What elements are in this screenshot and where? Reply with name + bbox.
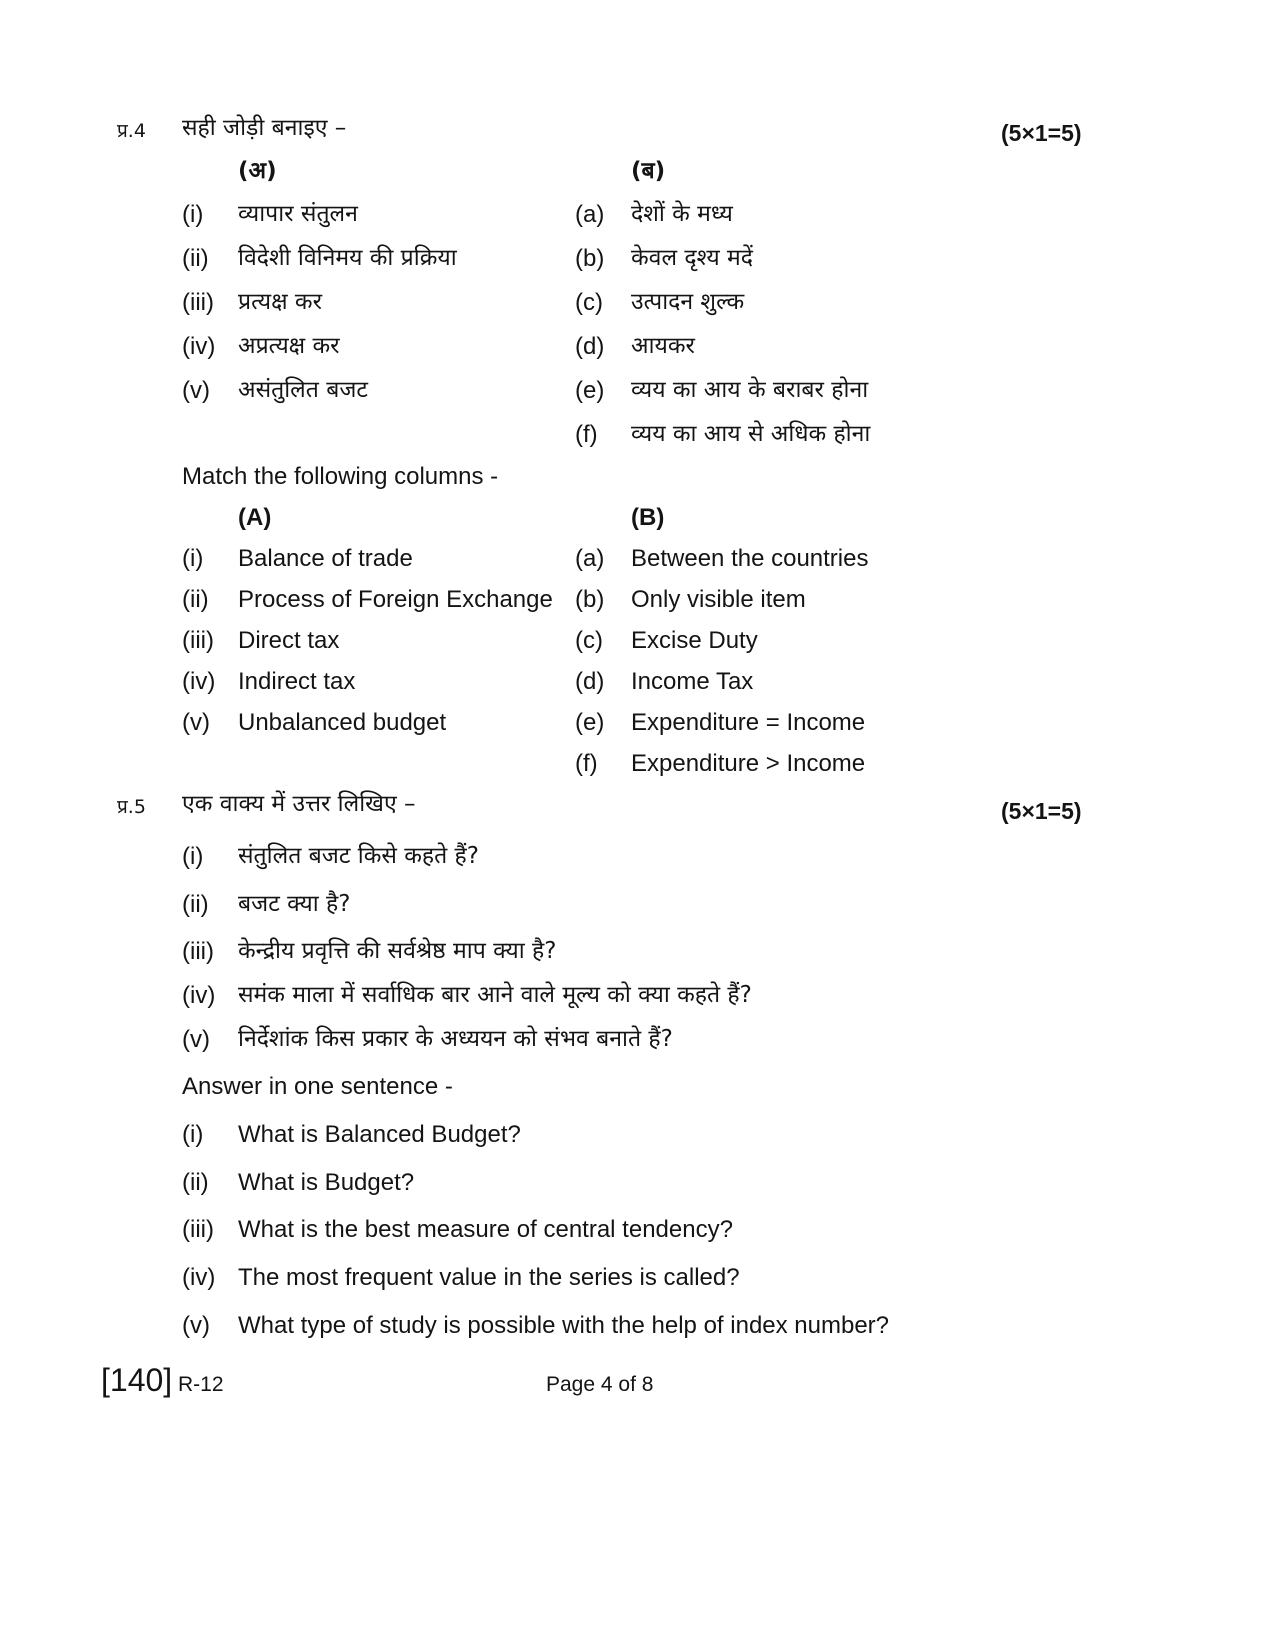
q5-en-text: What is Budget? (238, 1169, 415, 1196)
q4-en-left-num: (ii) (182, 586, 209, 613)
q4-en-right-text: Expenditure > Income (631, 750, 866, 777)
q4-en-right-letter: (d) (575, 668, 605, 695)
q4-en-left-num: (i) (182, 545, 204, 572)
q4-hi-right-text: उत्पादन शुल्क (631, 289, 745, 315)
q5-title-english: Answer in one sentence - (182, 1073, 453, 1100)
q5-hi-num: (ii) (182, 891, 209, 918)
q4-hi-right-text: व्यय का आय के बराबर होना (631, 377, 869, 403)
q4-en-right-text: Expenditure = Income (631, 709, 866, 736)
q5-hi-text: बजट क्या है? (238, 891, 351, 917)
q5-en-num: (i) (182, 1121, 204, 1148)
q4-title-hindi: सही जोड़ी बनाइए – (182, 115, 347, 141)
q4-hi-left-num: (v) (182, 377, 210, 404)
q5-en-text: What type of study is possible with the help of index number? (238, 1312, 890, 1339)
q4-en-left-text: Unbalanced budget (238, 709, 447, 736)
q4-hi-left-text: व्यापार संतुलन (238, 201, 358, 227)
q4-hi-right-letter: (a) (575, 201, 605, 228)
q5-en-text: What is Balanced Budget? (238, 1121, 521, 1148)
q4-en-left-text: Indirect tax (238, 668, 356, 695)
q4-hi-right-letter: (d) (575, 333, 605, 360)
q4-hi-right-letter: (b) (575, 245, 605, 272)
q5-hi-text: केन्द्रीय प्रवृत्ति की सर्वश्रेष्ठ माप क्या है? (238, 938, 557, 964)
q4-hi-right-letter: (c) (575, 289, 603, 316)
q5-en-num: (v) (182, 1312, 210, 1339)
q4-number: प्र.4 (117, 120, 146, 142)
q5-en-num: (ii) (182, 1169, 209, 1196)
q4-en-left-text: Direct tax (238, 627, 340, 654)
q4-hi-right-text: देशों के मध्य (631, 201, 733, 227)
q4-en-left-num: (iv) (182, 668, 216, 695)
q5-hi-num: (iii) (182, 938, 214, 965)
q4-hi-left-text: विदेशी विनिमय की प्रक्रिया (238, 245, 457, 271)
q4-hi-left-num: (iii) (182, 289, 214, 316)
q5-hi-text: संतुलित बजट किसे कहते हैं? (238, 843, 479, 869)
paper-code: [140] (101, 1362, 173, 1398)
q4-en-left-num: (v) (182, 709, 210, 736)
q4-en-right-letter: (c) (575, 627, 603, 654)
q4-marks: (5×1=5) (1001, 120, 1082, 146)
q4-en-col-a-head: (A) (238, 504, 272, 531)
q5-hi-text: निर्देशांक किस प्रकार के अध्ययन को संभव बनाते हैं? (238, 1026, 673, 1052)
q4-en-right-text: Between the countries (631, 545, 869, 572)
q5-en-num: (iii) (182, 1216, 214, 1243)
q4-hi-right-letter: (e) (575, 377, 605, 404)
q4-hi-col-a-head: (अ) (238, 158, 277, 184)
q4-en-left-text: Process of Foreign Exchange (238, 586, 553, 613)
q5-hi-num: (v) (182, 1026, 210, 1053)
paper-series: R-12 (178, 1373, 224, 1396)
q5-en-text: What is the best measure of central tendency? (238, 1216, 733, 1243)
q4-en-right-letter: (b) (575, 586, 605, 613)
q4-hi-col-b-head: (ब) (631, 158, 666, 184)
q5-marks: (5×1=5) (1001, 798, 1082, 824)
q4-hi-right-text: व्यय का आय से अधिक होना (631, 421, 871, 447)
q5-en-text: The most frequent value in the series is called? (238, 1264, 740, 1291)
q4-hi-left-text: प्रत्यक्ष कर (238, 289, 322, 315)
q4-title-english: Match the following columns - (182, 463, 499, 490)
q4-hi-left-text: अप्रत्यक्ष कर (238, 333, 340, 359)
q5-title-hindi: एक वाक्य में उत्तर लिखिए – (182, 791, 416, 817)
q4-en-right-letter: (a) (575, 545, 605, 572)
page-number: Page 4 of 8 (546, 1373, 654, 1396)
q4-en-left-num: (iii) (182, 627, 214, 654)
q4-hi-right-text: केवल दृश्य मदें (631, 245, 753, 271)
q4-hi-left-text: असंतुलित बजट (238, 377, 368, 403)
q4-hi-left-num: (i) (182, 201, 204, 228)
q4-en-right-text: Income Tax (631, 668, 754, 695)
q4-en-right-letter: (e) (575, 709, 605, 736)
q4-en-right-text: Only visible item (631, 586, 806, 613)
q4-hi-left-num: (iv) (182, 333, 216, 360)
q5-hi-text: समंक माला में सर्वाधिक बार आने वाले मूल्य को क्या कहते हैं? (238, 982, 752, 1008)
q5-number: प्र.5 (117, 796, 146, 818)
q5-en-num: (iv) (182, 1264, 216, 1291)
q5-hi-num: (iv) (182, 982, 216, 1009)
q4-en-col-b-head: (B) (631, 504, 665, 531)
q4-en-right-text: Excise Duty (631, 627, 758, 654)
q4-hi-left-num: (ii) (182, 245, 209, 272)
q5-hi-num: (i) (182, 843, 204, 870)
q4-en-left-text: Balance of trade (238, 545, 413, 572)
q4-hi-right-text: आयकर (631, 333, 695, 359)
q4-en-right-letter: (f) (575, 750, 598, 777)
q4-hi-right-letter: (f) (575, 421, 598, 448)
